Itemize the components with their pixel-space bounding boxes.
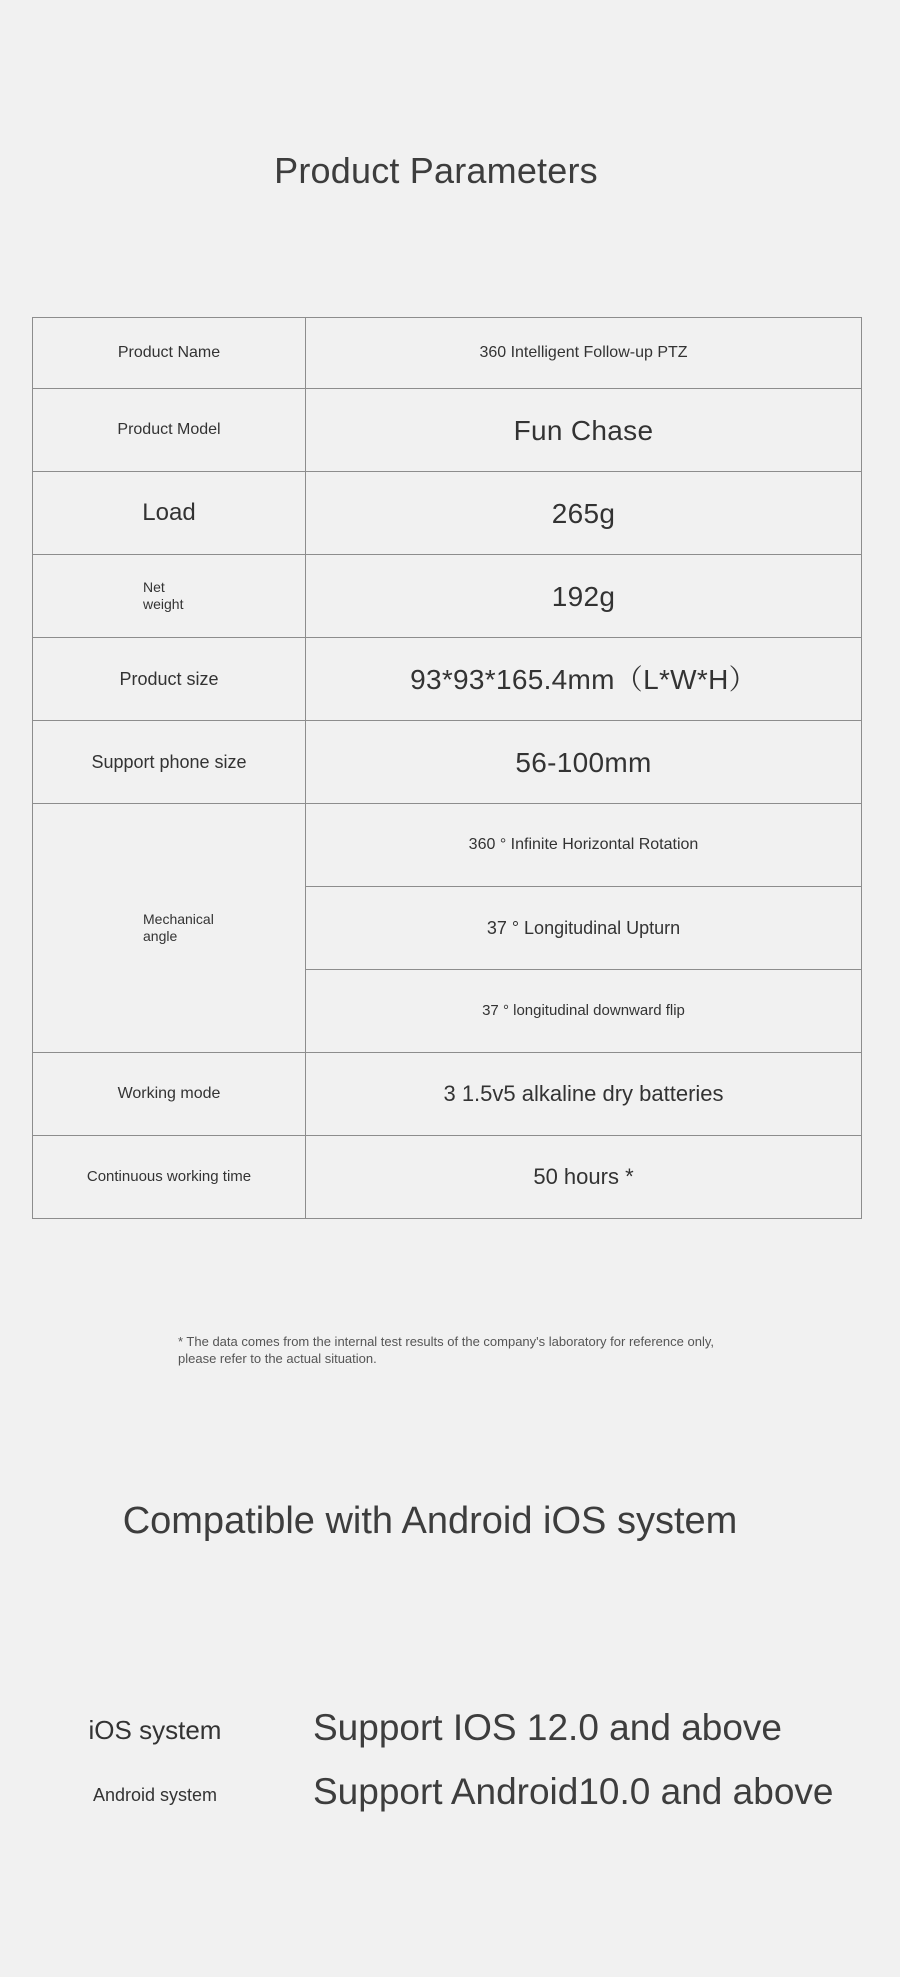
mechanical-angle-value: 360 ° Infinite Horizontal Rotation <box>306 804 862 887</box>
product-model-label: Product Model <box>33 389 306 472</box>
android-value: Support Android10.0 and above <box>313 1771 834 1812</box>
android-label: Android system <box>92 1785 218 1805</box>
mechanical-angle-value: 37 ° Longitudinal Upturn <box>306 887 862 970</box>
product-model-value: Fun Chase <box>306 389 862 472</box>
ios-support-row <box>0 1707 900 1757</box>
phone-size-label: Support phone size <box>33 721 306 804</box>
table-row <box>33 721 862 804</box>
android-support-row <box>0 1771 900 1821</box>
table-row <box>33 1136 862 1219</box>
parameters-table <box>32 317 862 1219</box>
table-row <box>33 318 862 389</box>
working-mode-label: Working mode <box>33 1053 306 1136</box>
table-row <box>33 1053 862 1136</box>
product-name-value: 360 Intelligent Follow-up PTZ <box>306 318 862 389</box>
load-value: 265g <box>306 472 862 555</box>
table-row <box>33 389 862 472</box>
mechanical-angle-label: Mechanical angle <box>33 804 306 1053</box>
table-row <box>33 638 862 721</box>
net-weight-value: 192g <box>306 555 862 638</box>
phone-size-value: 56-100mm <box>306 721 862 804</box>
compatibility-title: Compatible with Android iOS system <box>122 1500 738 1542</box>
working-time-value: 50 hours * <box>306 1136 862 1219</box>
table-row <box>33 472 862 555</box>
product-size-value: 93*93*165.4mm（L*W*H） <box>306 638 862 721</box>
footnote: * The data comes from the internal test results of the company's laboratory for reference only, please refer to the actual situation. <box>178 1334 714 1366</box>
working-mode-value: 3 1.5v5 alkaline dry batteries <box>306 1053 862 1136</box>
net-weight-label: Net weight <box>33 555 306 638</box>
mechanical-angle-value: 37 ° longitudinal downward flip <box>306 970 862 1053</box>
page-title: Product Parameters <box>274 150 598 191</box>
table-row <box>33 555 862 638</box>
ios-value: Support IOS 12.0 and above <box>313 1707 783 1748</box>
product-name-label: Product Name <box>33 318 306 389</box>
ios-label: iOS system <box>88 1715 222 1745</box>
product-size-label: Product size <box>33 638 306 721</box>
table-row <box>33 804 862 887</box>
load-label: Load <box>33 472 306 555</box>
working-time-label: Continuous working time <box>33 1136 306 1219</box>
